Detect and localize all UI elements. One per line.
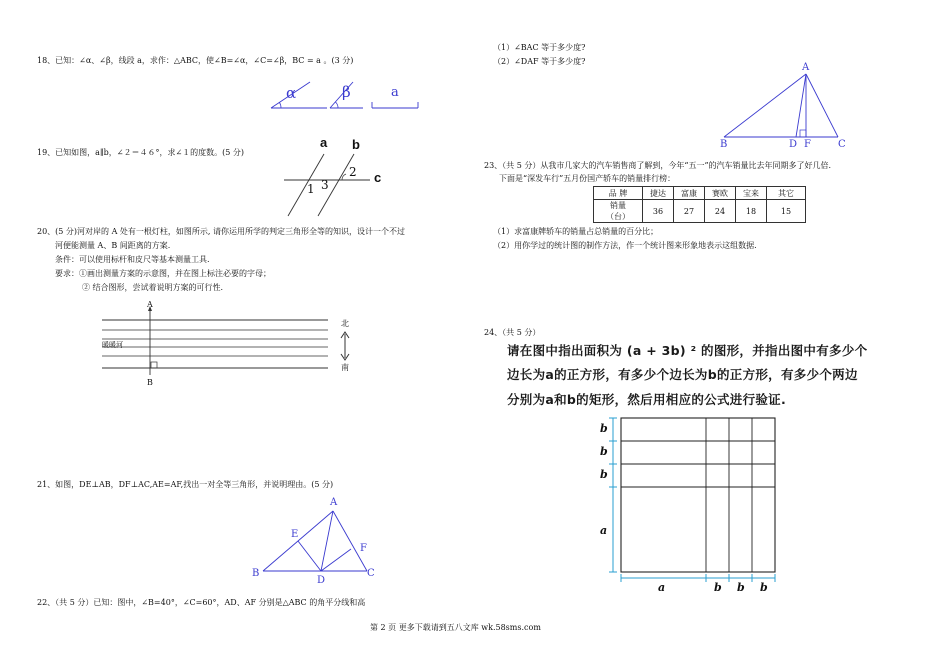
label-tri21-D: D [317,575,326,586]
table-cell: 36 [643,200,674,223]
label-tri22-F: F [804,139,811,150]
dim-bottom-b1: b [714,581,722,594]
page-footer: 第 2 页 更多下载请到五八文库 wk.58sms.com [370,623,541,632]
dim-bottom-b2: b [737,581,745,594]
table-cell: 赛欧 [705,187,736,200]
label-tri22-D: D [789,139,798,150]
q22-sub2: （2）∠DAF 等于多少度? [493,57,586,66]
q24-header: 24、（共 5 分） [484,328,541,337]
q23-line2: 下面是“深发车行”五月份国产轿车的销量排行榜： [499,174,676,183]
q24-line3: 分别为a和b的矩形，然后用相应的公式进行验证. [507,392,787,407]
table-cell: 15 [767,200,806,223]
dim-bottom-b3: b [760,581,768,594]
sales-header [594,200,643,223]
q22-text: 22、（共 5 分）已知：图中，∠B=40°，∠C=60°，AD、AF 分别是△ABC 的角平分线和高 [37,598,366,607]
segment-a-figure [372,102,418,108]
dim-left-b3: b [600,468,608,481]
label-alpha: α [286,84,297,102]
table-cell: 捷达 [643,187,674,200]
q22-sub1: （1）∠BAC 等于多少度? [493,43,586,52]
label-river-B: B [147,378,153,387]
label-beta: β [342,83,351,101]
angle-alpha-figure [271,82,327,108]
q20-line4: 要求：①画出测量方案的示意图，并在图上标注必要的字母； [55,269,271,278]
q21-text: 21、如图，DE⊥AB，DF⊥AC,AE=AF,找出一对全等三角形，并说明理由。(5 分) [37,480,334,489]
label-tri21-B: B [252,568,260,579]
label-tri21-A: A [330,497,338,508]
q21-triangle-figure [255,505,375,580]
label-tri21-C: C [367,568,375,579]
q20-line2: 河便能测量 A、B 间距离的方案. [55,241,171,250]
table-cell: 24 [705,200,736,223]
q23-sub2: （2）用你学过的统计图的制作方法，作一个统计图来形象地表示这组数据. [493,241,757,250]
label-line-b: b [352,137,360,152]
table-row [594,187,806,200]
label-seg-a: a [391,85,399,100]
table-row [594,200,806,223]
table-cell: 18 [736,200,767,223]
q20-line3: 条件：可以使用标杆和皮尺等基本测量工具. [55,255,210,264]
q19-parallel-lines-figure [280,137,380,220]
q22-triangle-figure [720,70,850,142]
label-line-c: c [374,170,382,185]
q23-sub1: （1）求富康牌轿车的销量占总销量的百分比； [493,227,659,236]
label-angle-1: 1 [307,182,315,196]
q20-river-figure [100,300,360,385]
q23-line1: 23、（共 5 分）从我市几家大的汽车销售商了解到，今年“五一”的汽车销量比去年同期多了好几倍. [484,161,832,170]
label-angle-2: 2 [349,165,357,179]
dim-left-b2: b [600,445,608,458]
brand-header: 品 牌 [594,187,643,200]
label-tri21-E: E [291,529,299,540]
label-north: 北 [341,319,349,328]
q24-line1: 请在图中指出面积为 (a + 3b) ² 的图形，并指出图中有多少个 [507,343,868,358]
label-angle-3: 3 [321,178,329,192]
q19-text: 19、已知如图，a∥b，∠２＝４６°，求∠１的度数。(5 分) [37,148,245,157]
label-tri22-A: A [802,62,810,73]
table-cell: 27 [674,200,705,223]
label-river-name: 暖暖河 [102,341,123,349]
sales-table [593,186,806,223]
unit-label: （台） [606,212,630,221]
table-cell: 其它 [767,187,806,200]
label-tri22-C: C [838,139,846,150]
q24-square-figure [595,412,785,602]
dim-left-a: a [600,524,608,537]
table-cell: 富康 [674,187,705,200]
table-cell: 宝来 [736,187,767,200]
label-tri21-F: F [360,543,367,554]
label-tri22-B: B [720,139,728,150]
dim-bottom-a: a [658,581,666,594]
q20-line5: ② 结合图形，尝试着说明方案的可行性. [82,283,224,292]
q24-line2: 边长为a的正方形，有多少个边长为b的正方形，有多少个两边 [507,367,858,382]
sales-label: 销量 [610,201,626,210]
dim-left-b1: b [600,422,608,435]
q18-text: 18、已知：∠α、∠β，线段 a，求作：△ABC，使∠B=∠α，∠C=∠β，BC = a 。(3 分) [37,56,354,65]
label-line-a: a [320,135,328,150]
q20-line1: 20、(5 分)河对岸的 A 处有一根灯柱，如图所示, 请你运用所学的判定三角形全等的知识，设计一个不过 [37,227,405,236]
label-river-A: A [147,300,153,309]
label-south: 南 [341,363,349,372]
